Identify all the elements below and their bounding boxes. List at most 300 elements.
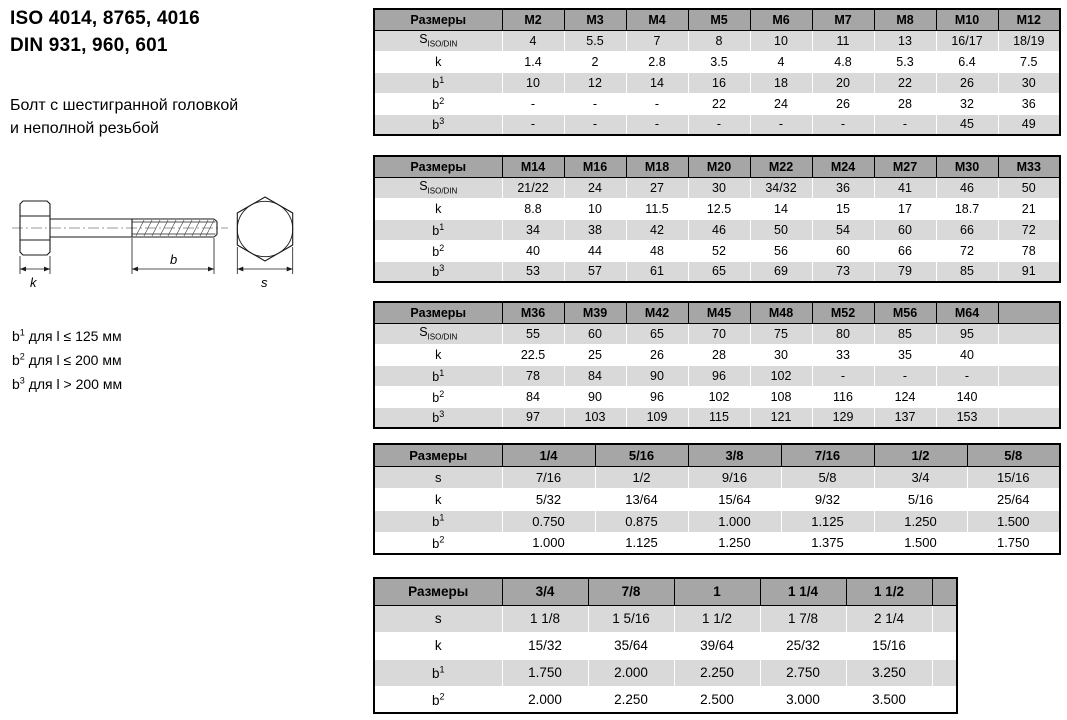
row-label: $b^1$ (374, 72, 502, 93)
dimension-value-cell: 25/64 (967, 488, 1060, 510)
dimension-value-cell: 115 (688, 407, 750, 428)
dimension-value-cell: 3.000 (760, 686, 846, 713)
dimension-value-cell: 41 (874, 177, 936, 198)
dimension-value-cell: 26 (812, 93, 874, 114)
dimension-value-cell: 96 (626, 386, 688, 407)
dimension-value-cell: 6.4 (936, 51, 998, 72)
dimension-value-cell: 3.500 (846, 686, 932, 713)
dimension-value-cell: 3/4 (874, 466, 967, 488)
dimension-value-cell: 15/16 (967, 466, 1060, 488)
dim-label-k: k (30, 275, 37, 290)
dimension-value-cell: 140 (936, 386, 998, 407)
dimension-value-cell: 2.000 (588, 659, 674, 686)
size-header: 7/16 (781, 444, 874, 466)
dimension-value-cell: 50 (750, 219, 812, 240)
dimension-value-cell: 10 (564, 198, 626, 219)
size-header: M33 (998, 156, 1060, 177)
dimension-tables (373, 8, 1065, 714)
dimension-value-cell: 34 (502, 219, 564, 240)
size-header: M3 (564, 9, 626, 30)
row-label: k (374, 488, 502, 510)
size-header: M30 (936, 156, 998, 177)
dimension-value-cell: 124 (874, 386, 936, 407)
row-label: $S_{ISO/DIN}$ (374, 323, 502, 344)
dimension-value-cell: 80 (812, 323, 874, 344)
dimension-value-cell: 66 (936, 219, 998, 240)
dimension-value-cell: 39/64 (674, 632, 760, 659)
dimension-value-cell: 18 (750, 72, 812, 93)
table-row (374, 72, 1060, 93)
dimension-value-cell: 1 7/8 (760, 605, 846, 632)
size-header: M18 (626, 156, 688, 177)
dimension-value-cell: 96 (688, 365, 750, 386)
size-header: M10 (936, 9, 998, 30)
dimension-value-cell: 91 (998, 261, 1060, 282)
size-header: 1 (674, 578, 760, 605)
row-label: $b^1$ (374, 365, 502, 386)
dimension-value-cell: 102 (688, 386, 750, 407)
dimension-value-cell: - (564, 93, 626, 114)
dimension-value-cell: 84 (564, 365, 626, 386)
table-row (374, 407, 1060, 428)
size-header: 1 1/2 (846, 578, 932, 605)
dimension-value-cell: 109 (626, 407, 688, 428)
row-label: $b^2$ (374, 686, 502, 713)
table-row (374, 659, 957, 686)
bolt-technical-drawing (10, 194, 310, 309)
size-header: M6 (750, 9, 812, 30)
dimension-value-cell: 79 (874, 261, 936, 282)
size-header: M39 (564, 302, 626, 323)
dimension-value-cell: 50 (998, 177, 1060, 198)
standard-title-din: DIN 931, 960, 601 (10, 34, 168, 56)
dimension-value-cell: 84 (502, 386, 564, 407)
dimension-table-2 (373, 155, 1061, 283)
dimension-value-cell: 2.250 (588, 686, 674, 713)
dimension-value-cell: 69 (750, 261, 812, 282)
dimension-value-cell: 52 (688, 240, 750, 261)
dimension-value-cell: 95 (936, 323, 998, 344)
size-header: M24 (812, 156, 874, 177)
dimension-value-cell: 1.000 (502, 532, 595, 554)
row-label: k (374, 632, 502, 659)
dimension-value-cell: 36 (812, 177, 874, 198)
thread-length-notes (12, 324, 122, 396)
dim-label-b: b (170, 252, 178, 267)
size-header: M4 (626, 9, 688, 30)
dimension-value-cell: 16 (688, 72, 750, 93)
dimension-value-cell: 60 (812, 240, 874, 261)
dimension-value-cell: 5/16 (874, 488, 967, 510)
bolt-description-line2: и неполной резьбой (10, 120, 159, 138)
dimension-value-cell: 75 (750, 323, 812, 344)
bolt-hex-end-view (237, 197, 292, 261)
dimension-value-cell: 66 (874, 240, 936, 261)
table-row (374, 240, 1060, 261)
table-row (374, 605, 957, 632)
dimension-value-cell: 72 (998, 219, 1060, 240)
dimension-value-cell: 22 (688, 93, 750, 114)
dimension-value-cell: 12.5 (688, 198, 750, 219)
size-header: 3/8 (688, 444, 781, 466)
table-header-row (374, 9, 1060, 30)
dimension-value-cell: 153 (936, 407, 998, 428)
row-label: $b^2$ (374, 386, 502, 407)
dimension-value-cell: 9/32 (781, 488, 874, 510)
table-row (374, 466, 1060, 488)
size-header: M22 (750, 156, 812, 177)
row-label: s (374, 466, 502, 488)
dimension-value-cell: 1.4 (502, 51, 564, 72)
dimension-value-cell: 25 (564, 344, 626, 365)
bolt-description (10, 94, 238, 140)
row-label: $b^1$ (374, 659, 502, 686)
dimension-value-cell: 2.500 (674, 686, 760, 713)
dimension-table-1 (373, 8, 1061, 136)
table-row (374, 219, 1060, 240)
dimension-value-cell: 4 (502, 30, 564, 51)
dimension-value-cell: - (688, 114, 750, 135)
row-label: $b^3$ (374, 114, 502, 135)
size-header: 7/8 (588, 578, 674, 605)
dimension-value-cell: 3.5 (688, 51, 750, 72)
dimension-value-cell: 35/64 (588, 632, 674, 659)
sizes-column-header: Размеры (374, 9, 502, 30)
dimension-value-cell: 85 (936, 261, 998, 282)
dimension-value-cell: 15 (812, 198, 874, 219)
row-label: $b^1$ (374, 510, 502, 532)
row-label: $b^3$ (374, 261, 502, 282)
dimension-value-cell: 2.000 (502, 686, 588, 713)
table-row (374, 51, 1060, 72)
dimension-value-cell: 18.7 (936, 198, 998, 219)
dimension-value-cell: 61 (626, 261, 688, 282)
bolt-drawing-svg (10, 194, 310, 304)
table-row (374, 261, 1060, 282)
row-label: k (374, 198, 502, 219)
dimension-value-cell: 1.250 (874, 510, 967, 532)
dimension-value-cell: 2 (564, 51, 626, 72)
dimension-value-cell: 97 (502, 407, 564, 428)
row-label: k (374, 51, 502, 72)
size-header: M45 (688, 302, 750, 323)
dimension-value-cell: 78 (998, 240, 1060, 261)
size-header: M52 (812, 302, 874, 323)
dimension-value-cell: 25/32 (760, 632, 846, 659)
dimension-value-cell: 60 (564, 323, 626, 344)
dimension-value-cell: 28 (874, 93, 936, 114)
dimension-value-cell: 12 (564, 72, 626, 93)
dimension-value-cell: 2.750 (760, 659, 846, 686)
dimension-value-cell: 108 (750, 386, 812, 407)
table-row (374, 323, 1060, 344)
size-header: M2 (502, 9, 564, 30)
dimension-value-cell: 34/32 (750, 177, 812, 198)
note-b1: $b^1$ для l ≤ 125 мм (12, 327, 122, 344)
dimension-value-cell: 26 (936, 72, 998, 93)
size-header (998, 302, 1060, 323)
dimension-value-cell: 14 (626, 72, 688, 93)
dimension-value-cell: 72 (936, 240, 998, 261)
dimension-value-cell (998, 323, 1060, 344)
dimension-value-cell: 44 (564, 240, 626, 261)
dimension-value-cell: 1.750 (967, 532, 1060, 554)
dimension-value-cell: - (936, 365, 998, 386)
dimension-value-cell: 137 (874, 407, 936, 428)
size-header: M56 (874, 302, 936, 323)
dimension-value-cell: 40 (502, 240, 564, 261)
standard-title-iso: ISO 4014, 8765, 4016 (10, 8, 200, 29)
dimension-value-cell: 46 (688, 219, 750, 240)
dimension-value-cell: 7.5 (998, 51, 1060, 72)
table-row (374, 198, 1060, 219)
dimension-value-cell: 42 (626, 219, 688, 240)
table-row (374, 386, 1060, 407)
table-row (374, 532, 1060, 554)
dimension-value-cell: - (564, 114, 626, 135)
row-label: $b^2$ (374, 532, 502, 554)
dimension-value-cell: 5.3 (874, 51, 936, 72)
dimension-value-cell: 1.000 (688, 510, 781, 532)
size-header: M7 (812, 9, 874, 30)
dimension-value-cell: 103 (564, 407, 626, 428)
size-header: M8 (874, 9, 936, 30)
dimension-value-cell: 30 (750, 344, 812, 365)
size-header: M5 (688, 9, 750, 30)
dimension-value-cell: - (874, 365, 936, 386)
sizes-column-header: Размеры (374, 302, 502, 323)
dimension-value-cell: 18/19 (998, 30, 1060, 51)
table-header-row (374, 156, 1060, 177)
dimension-value-cell: 15/32 (502, 632, 588, 659)
dimension-value-cell: - (626, 93, 688, 114)
dimension-value-cell: 5/32 (502, 488, 595, 510)
table-header-row (374, 302, 1060, 323)
dimension-value-cell: 33 (812, 344, 874, 365)
dimension-value-cell: 70 (688, 323, 750, 344)
table-row (374, 93, 1060, 114)
size-header: 5/8 (967, 444, 1060, 466)
size-header: M16 (564, 156, 626, 177)
dimension-value-cell (998, 386, 1060, 407)
dimension-value-cell: - (502, 93, 564, 114)
dimension-value-cell: 73 (812, 261, 874, 282)
table-row (374, 344, 1060, 365)
dimension-value-cell (998, 344, 1060, 365)
dimension-value-cell: 1 1/2 (674, 605, 760, 632)
dimension-table-3 (373, 301, 1061, 429)
dimension-value-cell: 54 (812, 219, 874, 240)
sizes-column-header: Размеры (374, 444, 502, 466)
table-row (374, 365, 1060, 386)
size-header: M12 (998, 9, 1060, 30)
dimension-value-cell (998, 407, 1060, 428)
size-header (932, 578, 957, 605)
table-header-row (374, 444, 1060, 466)
dimension-value-cell: 40 (936, 344, 998, 365)
row-label: $b^3$ (374, 407, 502, 428)
dimension-value-cell (932, 632, 957, 659)
dimension-value-cell: 4 (750, 51, 812, 72)
dimension-value-cell: 0.750 (502, 510, 595, 532)
dimension-value-cell: - (812, 114, 874, 135)
dimension-value-cell: - (626, 114, 688, 135)
dimension-lines (20, 238, 214, 274)
dimension-value-cell: 24 (750, 93, 812, 114)
dimension-value-cell: 1.125 (781, 510, 874, 532)
bolt-description-line1: Болт с шестигранной головкой (10, 97, 239, 114)
row-label: $S_{ISO/DIN}$ (374, 177, 502, 198)
dim-label-s: s (261, 275, 268, 290)
size-header: M36 (502, 302, 564, 323)
dimension-value-cell: 21 (998, 198, 1060, 219)
dimension-value-cell: 1.125 (595, 532, 688, 554)
dimension-value-cell: 26 (626, 344, 688, 365)
dimension-value-cell: 45 (936, 114, 998, 135)
left-panel (10, 6, 370, 716)
size-header: M27 (874, 156, 936, 177)
dimension-value-cell: - (502, 114, 564, 135)
row-label: k (374, 344, 502, 365)
dimension-value-cell: 85 (874, 323, 936, 344)
table-row (374, 686, 957, 713)
dimension-value-cell: 1 1/8 (502, 605, 588, 632)
dimension-value-cell (932, 605, 957, 632)
row-label: $b^2$ (374, 93, 502, 114)
dimension-value-cell: 56 (750, 240, 812, 261)
dimension-value-cell: 10 (750, 30, 812, 51)
dimension-value-cell: 49 (998, 114, 1060, 135)
dimension-value-cell: 4.8 (812, 51, 874, 72)
size-header: M20 (688, 156, 750, 177)
dimension-value-cell: - (812, 365, 874, 386)
dimension-value-cell: 2 1/4 (846, 605, 932, 632)
size-header: 1 1/4 (760, 578, 846, 605)
dimension-value-cell: 10 (502, 72, 564, 93)
dimension-value-cell: 7 (626, 30, 688, 51)
dimension-value-cell: 1/2 (595, 466, 688, 488)
dimension-value-cell: 38 (564, 219, 626, 240)
dimension-value-cell: 30 (998, 72, 1060, 93)
dimension-value-cell: 24 (564, 177, 626, 198)
dimension-value-cell: 27 (626, 177, 688, 198)
dimension-value-cell: 55 (502, 323, 564, 344)
size-header: M48 (750, 302, 812, 323)
size-header: 1/4 (502, 444, 595, 466)
dimension-value-cell: 0.875 (595, 510, 688, 532)
dimension-value-cell: 1.500 (967, 510, 1060, 532)
dimension-value-cell: 13/64 (595, 488, 688, 510)
table-row (374, 510, 1060, 532)
dimension-table-5 (373, 577, 958, 714)
dimension-value-cell: 2.250 (674, 659, 760, 686)
dimension-value-cell: 36 (998, 93, 1060, 114)
dimension-value-cell: 15/16 (846, 632, 932, 659)
dimension-value-cell: 1.500 (874, 532, 967, 554)
dimension-value-cell: 22 (874, 72, 936, 93)
size-header: M64 (936, 302, 998, 323)
table-row (374, 30, 1060, 51)
dimension-value-cell: 14 (750, 198, 812, 219)
dimension-value-cell (998, 365, 1060, 386)
size-header: 3/4 (502, 578, 588, 605)
dimension-value-cell: 129 (812, 407, 874, 428)
dimension-value-cell: 5.5 (564, 30, 626, 51)
dimension-value-cell: 90 (626, 365, 688, 386)
size-header: M42 (626, 302, 688, 323)
row-label: s (374, 605, 502, 632)
dimension-value-cell: 21/22 (502, 177, 564, 198)
dimension-value-cell: 1.750 (502, 659, 588, 686)
table-header-row (374, 578, 957, 605)
dimension-value-cell: 11 (812, 30, 874, 51)
dimension-value-cell: - (750, 114, 812, 135)
dimension-table-4 (373, 443, 1061, 555)
row-label: $b^2$ (374, 240, 502, 261)
row-label: $b^1$ (374, 219, 502, 240)
table-row (374, 114, 1060, 135)
dimension-value-cell (932, 686, 957, 713)
dimension-value-cell: 16/17 (936, 30, 998, 51)
dimension-value-cell: 3.250 (846, 659, 932, 686)
dimension-value-cell: 53 (502, 261, 564, 282)
size-header: 5/16 (595, 444, 688, 466)
dimension-value-cell: 60 (874, 219, 936, 240)
dimension-value-cell: 30 (688, 177, 750, 198)
dimension-value-cell: 35 (874, 344, 936, 365)
dimension-value-cell: 1.375 (781, 532, 874, 554)
dimension-value-cell: 15/64 (688, 488, 781, 510)
dimension-value-cell: 2.8 (626, 51, 688, 72)
dimension-value-cell: 1.250 (688, 532, 781, 554)
table-row (374, 488, 1060, 510)
dimension-value-cell: 116 (812, 386, 874, 407)
row-label: $S_{ISO/DIN}$ (374, 30, 502, 51)
dimension-value-cell: 121 (750, 407, 812, 428)
dimension-value-cell: 5/8 (781, 466, 874, 488)
dimension-value-cell: 90 (564, 386, 626, 407)
size-header: 1/2 (874, 444, 967, 466)
size-header: M14 (502, 156, 564, 177)
dimension-value-cell: 22.5 (502, 344, 564, 365)
sizes-column-header: Размеры (374, 578, 502, 605)
dimension-value-cell: 65 (626, 323, 688, 344)
note-b3: $b^3$ для l > 200 мм (12, 375, 123, 393)
sizes-column-header: Размеры (374, 156, 502, 177)
dimension-value-cell: 11.5 (626, 198, 688, 219)
dimension-value-cell: 32 (936, 93, 998, 114)
dimension-value-cell: 13 (874, 30, 936, 51)
dimension-value-cell: 46 (936, 177, 998, 198)
dimension-value-cell (932, 659, 957, 686)
dimension-value-cell: 57 (564, 261, 626, 282)
dimension-value-cell: 78 (502, 365, 564, 386)
dimension-value-cell: 1 5/16 (588, 605, 674, 632)
note-b2: $b^2$ для l ≤ 200 мм (12, 351, 122, 369)
dimension-value-cell: 48 (626, 240, 688, 261)
dimension-value-cell: 65 (688, 261, 750, 282)
table-row (374, 632, 957, 659)
dimension-value-cell: - (874, 114, 936, 135)
dimension-value-cell: 20 (812, 72, 874, 93)
table-row (374, 177, 1060, 198)
dimension-value-cell: 7/16 (502, 466, 595, 488)
dimension-value-cell: 8.8 (502, 198, 564, 219)
dimension-value-cell: 17 (874, 198, 936, 219)
dimension-value-cell: 8 (688, 30, 750, 51)
dimension-value-cell: 28 (688, 344, 750, 365)
dimension-value-cell: 9/16 (688, 466, 781, 488)
